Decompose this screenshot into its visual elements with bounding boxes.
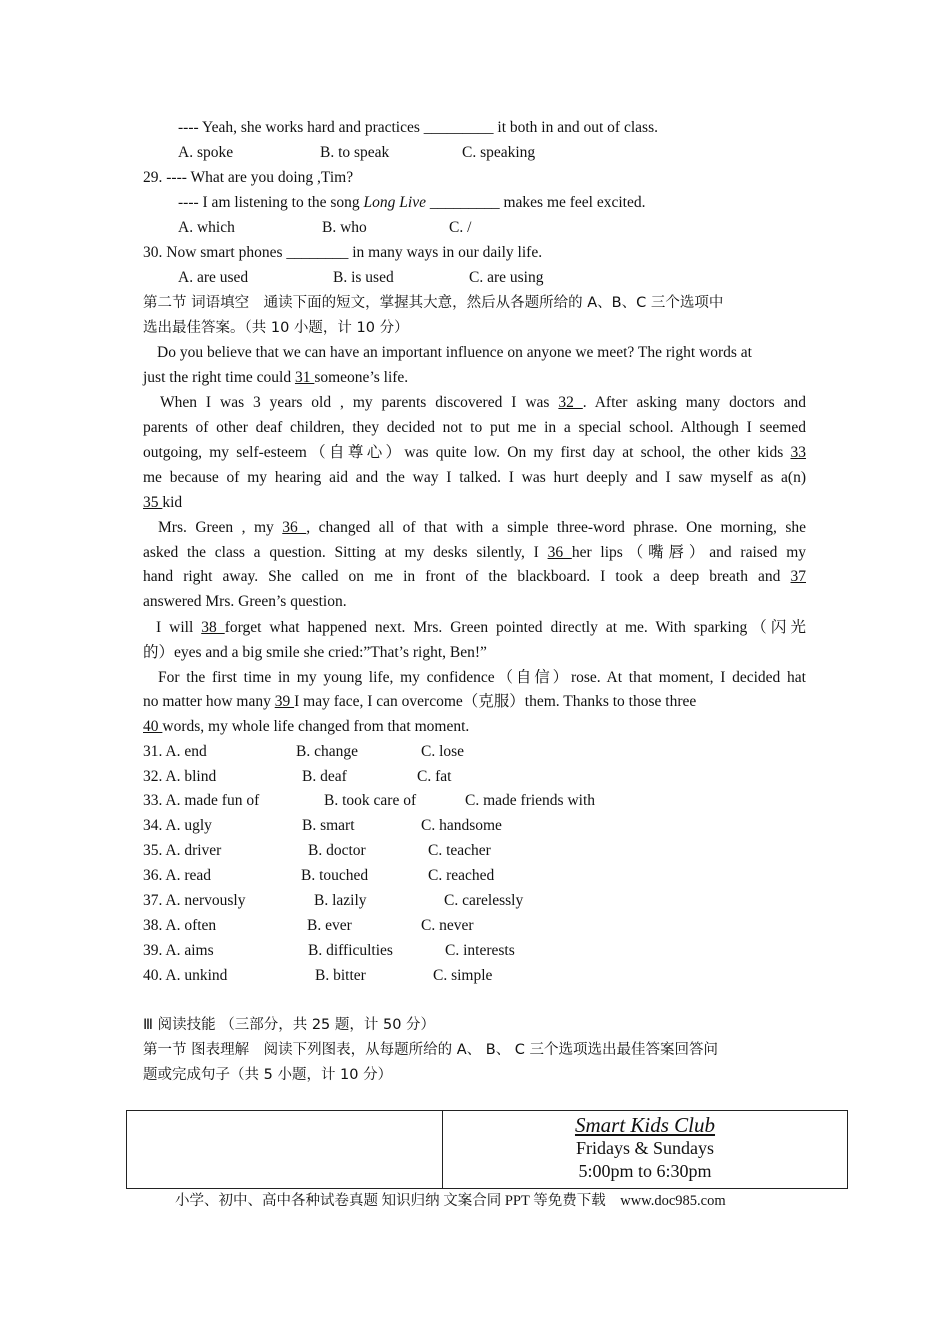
q29-song-title: Long Live bbox=[363, 194, 426, 211]
text-run: outgoing, my self-esteem（自尊心）was quite low. On my first day at school, the other kids bbox=[143, 444, 791, 461]
part3-section1-line1: 第一节 图表理解 阅读下列图表，从每题所给的 A、 B、 C 三个选项选出最佳答案回答问 bbox=[143, 1042, 719, 1058]
option-row-c: C. made friends with bbox=[465, 792, 596, 809]
q29-answer bbox=[178, 193, 645, 213]
text-run: asked the class a question. Sitting at my desks silently, I bbox=[143, 544, 548, 561]
option-row-c: C. carelessly bbox=[444, 892, 524, 909]
option-row-c: C. lose bbox=[421, 743, 465, 760]
club-table bbox=[126, 1110, 848, 1189]
text-run: kid bbox=[162, 494, 183, 511]
passage-p5-line2 bbox=[143, 692, 696, 712]
q29-option-b: B. who bbox=[322, 219, 367, 236]
part3-title: Ⅲ 阅读技能 （三部分，共 25 题，计 50 分） bbox=[143, 1017, 436, 1033]
blank-31: 31 bbox=[294, 369, 315, 386]
passage-p2-line3 bbox=[143, 443, 806, 463]
option-row-b: B. doctor bbox=[308, 842, 366, 859]
passage-p1-line2 bbox=[143, 368, 408, 388]
passage-p2-line2: parents of other deaf children, they decided not to put me in a special school. Although I seemed bbox=[143, 419, 806, 436]
option-row-c: C. teacher bbox=[428, 842, 491, 859]
club-name: Smart Kids Club bbox=[574, 1113, 716, 1137]
text-run: hand right away. She called on me in front of the blackboard. I took a deep breath and bbox=[143, 568, 791, 585]
q30-question: 30. Now smart phones ________ in many ways in our daily life. bbox=[143, 244, 543, 261]
blank-34: 36 bbox=[282, 519, 307, 536]
passage-p3-line4: answered Mrs. Green’s question. bbox=[143, 593, 347, 610]
blank-32: 32 bbox=[558, 394, 583, 411]
option-row-b: B. lazily bbox=[314, 892, 367, 909]
q28-dialog: ---- Yeah, she works hard and practices _________ it both in and out of class. bbox=[178, 119, 658, 136]
q30-option-b: B. is used bbox=[333, 269, 394, 286]
option-row-num: 36. A. read bbox=[143, 867, 212, 884]
text-run: I may face, I can overcome（克服）them. Thanks to those three bbox=[294, 693, 697, 710]
blank-39: 39 bbox=[274, 693, 295, 710]
text-run: forget what happened next. Mrs. Green pointed directly at me. With sparking（闪光 bbox=[224, 619, 807, 636]
passage-p5-line1: For the first time in my young life, my confidence（自信）rose. At that moment, I decided hat bbox=[158, 669, 806, 686]
passage-p2-line1 bbox=[160, 393, 806, 413]
blank-37: 37 bbox=[790, 568, 806, 585]
q29-answer-post: _________ makes me feel excited. bbox=[425, 194, 646, 211]
section2-title-line1: 第二节 词语填空 通读下面的短文，掌握其大意，然后从各题所给的 A、B、C 三个选项中 bbox=[143, 295, 724, 311]
passage-p3-line3 bbox=[143, 567, 806, 587]
club-days: Fridays & Sundays bbox=[575, 1138, 714, 1158]
q28-option-b: B. to speak bbox=[320, 144, 390, 161]
text-run: her lips（嘴唇）and raised my bbox=[571, 544, 807, 561]
option-row-c: C. fat bbox=[417, 768, 452, 785]
passage-p4-line1 bbox=[156, 618, 806, 638]
club-time: 5:00pm to 6:30pm bbox=[578, 1161, 712, 1181]
option-row-num: 33. A. made fun of bbox=[143, 792, 260, 809]
option-row-c: C. handsome bbox=[421, 817, 502, 834]
option-row-c: C. reached bbox=[428, 867, 495, 884]
option-row-c: C. simple bbox=[433, 967, 493, 984]
option-row-b: B. smart bbox=[302, 817, 355, 834]
text-run: Mrs. Green , my bbox=[158, 519, 283, 536]
option-row-num: 40. A. unkind bbox=[143, 967, 228, 984]
text-run: When I was 3 years old , my parents discovered I was bbox=[160, 394, 559, 411]
text-run: someone’s life. bbox=[314, 369, 409, 386]
option-row-b: B. touched bbox=[301, 867, 369, 884]
passage-p2-line4: me because of my hearing aid and the way I talked. I was hurt deeply and I saw myself as a(n) bbox=[143, 469, 806, 486]
passage-p1-line1: Do you believe that we can have an important influence on anyone we meet? The right words at bbox=[157, 344, 752, 361]
passage-p2-line5 bbox=[143, 493, 182, 513]
passage-p4-line2: 的）eyes and a big smile she cried:”That’s right, Ben!” bbox=[143, 644, 487, 661]
section2-title-line2: 选出最佳答案。（共 10 小题，计 10 分） bbox=[143, 320, 409, 336]
club-cell bbox=[443, 1111, 847, 1183]
q29-question: 29. ---- What are you doing ,Tim? bbox=[143, 169, 354, 186]
passage-p5-line3 bbox=[143, 717, 469, 737]
option-row-num: 39. A. aims bbox=[143, 942, 214, 959]
passage-p3-line2 bbox=[143, 543, 806, 563]
blank-36: 36 bbox=[547, 544, 572, 561]
option-row-b: B. ever bbox=[307, 917, 352, 934]
q29-option-c: C. / bbox=[449, 219, 472, 236]
q29-answer-pre: ---- I am listening to the song bbox=[178, 194, 364, 211]
text-run: just the right time could bbox=[143, 369, 295, 386]
option-row-b: B. bitter bbox=[315, 967, 366, 984]
text-run: , changed all of that with a simple three-word phrase. One morning, she bbox=[306, 519, 806, 536]
part3-section1-line2: 题或完成句子（共 5 小题，计 10 分） bbox=[143, 1067, 393, 1083]
option-row-num: 32. A. blind bbox=[143, 768, 217, 785]
blank-40: 40 bbox=[143, 718, 163, 735]
option-row-c: C. interests bbox=[445, 942, 515, 959]
q28-option-a: A. spoke bbox=[178, 144, 234, 161]
passage-p3-line1 bbox=[158, 518, 806, 538]
option-row-b: B. difficulties bbox=[308, 942, 393, 959]
q28-option-c: C. speaking bbox=[462, 144, 536, 161]
blank-33: 33 bbox=[790, 444, 806, 461]
option-row-c: C. never bbox=[421, 917, 474, 934]
option-row-b: B. took care of bbox=[324, 792, 417, 809]
text-run: . After asking many doctors and bbox=[582, 394, 807, 411]
text-run: no matter how many bbox=[143, 693, 275, 710]
text-run: words, my whole life changed from that moment. bbox=[162, 718, 470, 735]
blank-38: 38 bbox=[201, 619, 225, 636]
option-row-b: B. change bbox=[296, 743, 358, 760]
option-row-num: 38. A. often bbox=[143, 917, 217, 934]
option-row-num: 31. A. end bbox=[143, 743, 207, 760]
blank-35: 35 bbox=[143, 494, 163, 511]
option-row-b: B. deaf bbox=[302, 768, 347, 785]
option-row-num: 37. A. nervously bbox=[143, 892, 246, 909]
option-row-num: 34. A. ugly bbox=[143, 817, 212, 834]
page-footer: 小学、初中、高中各种试卷真题 知识归纳 文案合同 PPT 等免费下载 www.doc985.com bbox=[175, 1193, 726, 1209]
q30-option-a: A. are used bbox=[178, 269, 249, 286]
option-row-num: 35. A. driver bbox=[143, 842, 222, 859]
q30-option-c: C. are using bbox=[469, 269, 544, 286]
text-run: I will bbox=[156, 619, 202, 636]
q29-option-a: A. which bbox=[178, 219, 235, 236]
